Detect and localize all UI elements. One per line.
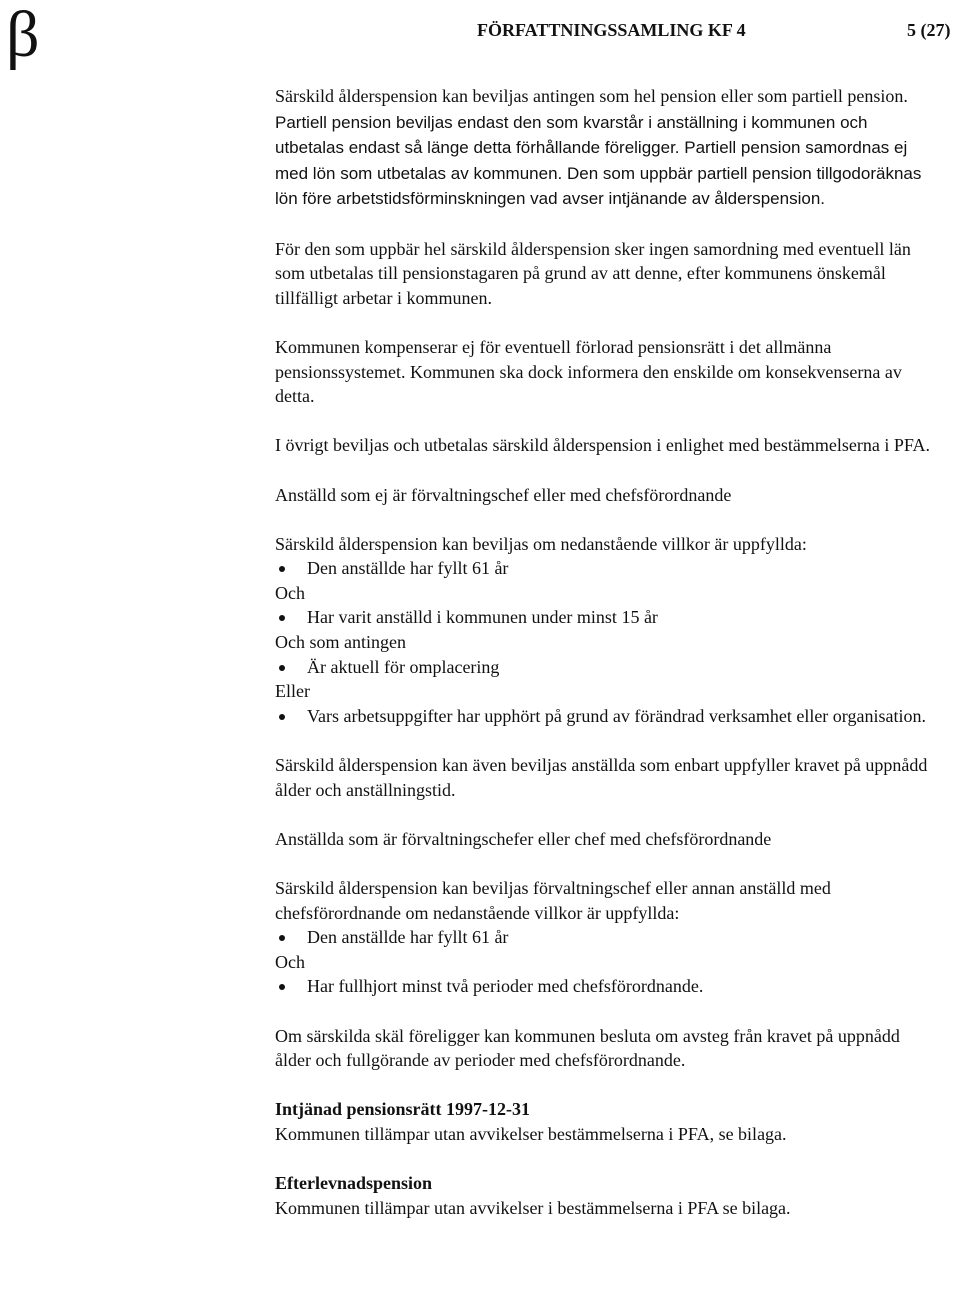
paragraph-text: Partiell pension beviljas endast den som kvarstår i anställning i kommunen och utbetalas endast så länge detta förhållande föreligger. Partiell pension samordnas ej med lön som utbetalas av kommunen. Den som uppbär partiell pension tillgodoräknas lön före arbetstidsförminskningen vad avser intjänande av ålderspension. xyxy=(275,112,922,209)
list-item-text: Vars arbetsuppgifter har upphört på grund av förändrad verksamhet eller organisation. xyxy=(307,705,926,726)
bullet-icon xyxy=(279,566,285,572)
list-item xyxy=(275,925,940,950)
list-item-text: Den anställde har fyllt 61 år xyxy=(307,558,509,579)
paragraph-pfa: I övrigt beviljas och utbetalas särskild ålderspension i enlighet med bestämmelserna i PFA. xyxy=(275,435,931,456)
paragraph-text: Särskild ålderspension kan beviljas antingen som hel pension eller som partiell pension. xyxy=(275,86,908,106)
paragraph-pension-right: Kommunen tillämpar utan avvikelser bestämmelserna i PFA, se bilaga. xyxy=(275,1123,787,1144)
list-item-text: Har varit anställd i kommunen under minst 15 år xyxy=(307,607,658,628)
bullet-icon xyxy=(279,935,285,941)
connector-text: Eller xyxy=(275,681,310,702)
bullet-icon xyxy=(279,984,285,990)
document-body xyxy=(275,84,940,1220)
connector-text: Och som antingen xyxy=(275,632,406,653)
paragraph-text: Kommunen kompenserar ej för eventuell förlorad pensionsrätt i det allmänna pensionssystemet. xyxy=(275,336,832,382)
list-item-text: Är aktuell för omplacering xyxy=(307,656,500,677)
paragraph-partial-pension xyxy=(275,84,940,212)
list-item-text: Den anställde har fyllt 61 år xyxy=(307,927,509,948)
section-heading: Efterlevnadspension xyxy=(275,1173,433,1194)
section-heading: Intjänad pensionsrätt 1997-12-31 xyxy=(275,1099,531,1120)
paragraph-chef-conditions: Särskild ålderspension kan beviljas förvaltningschef eller annan anställd med chefsförordnande om nedanstående villkor är uppfyllda: xyxy=(275,878,831,923)
connector-text: Och xyxy=(275,951,305,972)
paragraph-full-pension: För den som uppbär hel särskild ålderspension sker ingen samordning med eventuell län som utbetalas till pensionstagaren på grund av att denne, efter kommunens önskemål tillfälligt arbetar i kommunen. xyxy=(275,238,911,308)
paragraph-conditions: Särskild ålderspension kan beviljas om nedanstående villkor är uppfyllda: xyxy=(275,533,807,554)
beta-logo: β xyxy=(6,0,40,71)
section-heading: Anställd som ej är förvaltningschef eller med chefsförordnande xyxy=(275,484,732,505)
paragraph-age-requirement: Särskild ålderspension kan även beviljas anställda som enbart uppfyller kravet på uppnådd ålder och anställningstid. xyxy=(275,755,928,800)
bullet-icon xyxy=(279,615,285,621)
section-heading: Anställda som är förvaltningschefer eller chef med chefsförordnande xyxy=(275,828,772,849)
list-item-text: Har fullhjort minst två perioder med chefsförordnande. xyxy=(307,976,704,997)
list-item xyxy=(275,655,940,680)
paragraph-survivor-pension: Kommunen tillämpar utan avvikelser i bestämmelserna i PFA se bilaga. xyxy=(275,1197,791,1218)
page-number: 5 (27) xyxy=(907,20,951,40)
list-item xyxy=(275,556,940,581)
list-item xyxy=(275,704,940,729)
list-item xyxy=(275,605,940,630)
document-title: FÖRFATTNINGSSAMLING KF 4 xyxy=(477,20,746,40)
bullet-icon xyxy=(279,714,285,720)
list-item xyxy=(275,974,940,999)
paragraph-text: Kommunen ska dock informera den enskilde om konsekvenserna av detta. xyxy=(275,361,902,407)
paragraph-compensation xyxy=(275,335,940,409)
paragraph-exception: Om särskilda skäl föreligger kan kommunen besluta om avsteg från kravet på uppnådd ålder och fullgörande av perioder med chefsförordnande. xyxy=(275,1025,900,1071)
connector-text: Och xyxy=(275,582,305,603)
bullet-icon xyxy=(279,665,285,671)
